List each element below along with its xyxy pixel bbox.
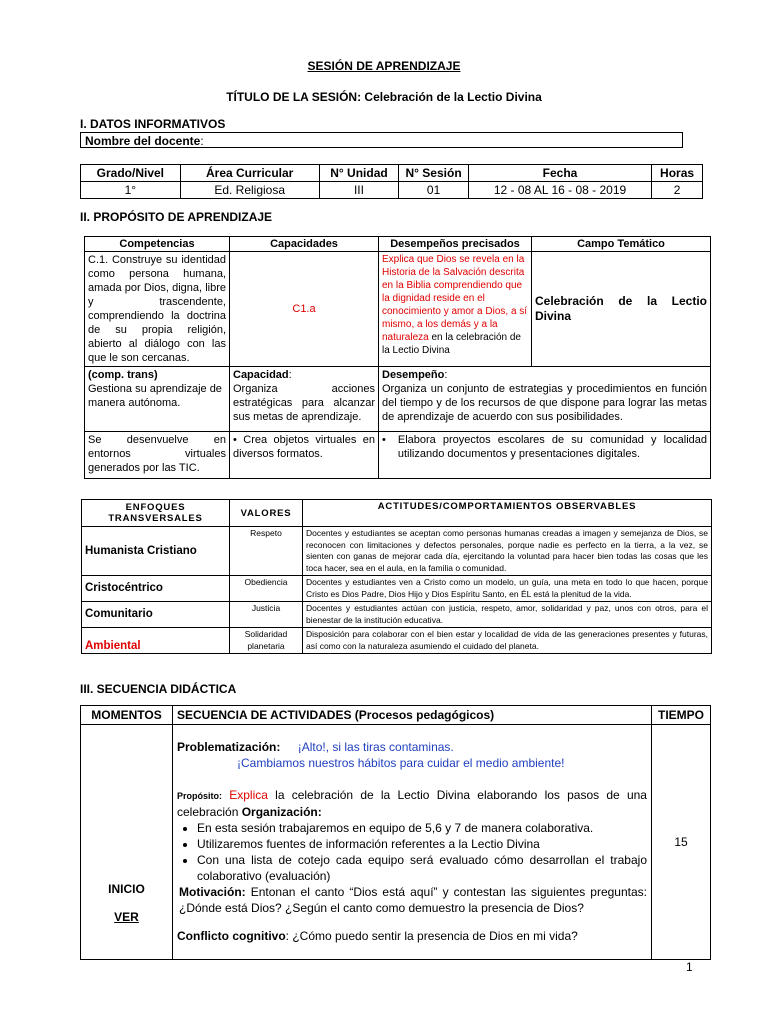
proposito-header-row [85,237,711,252]
section-1-heading: I. DATOS INFORMATIVOS [80,117,226,131]
datos-header-cell: Fecha [468,165,651,182]
enfoque-actitud: Docentes y estudiantes ven a Cristo como un modelo, un guía, una meta en todo lo que hacen, porque Cristo es Dios Padre, Dios Hijo y Dios Espíritu Santo, en ÉL está la plenitud de la vida. [303,576,712,602]
capacidad-cell: C1.a [230,252,379,367]
enfoque-name: Cristocéntrico [82,576,230,602]
secuencia-header-row [81,706,711,725]
capacidad-trans-cell [230,367,379,432]
docente-field [80,132,683,148]
proposito-table [84,236,711,479]
secuencia-header-cell: TIEMPO [652,706,711,725]
secuencia-header-cell: SECUENCIA DE ACTIVIDADES (Procesos pedagógicos) [173,706,652,725]
enfoque-actitud: Docentes y estudiantes actúan con justicia, respeto, amor, solidaridad y paz, unos con otros, para el bienestar de la institución educativa. [303,602,712,628]
enfoque-name: Comunitario [82,602,230,628]
enfoques-header-row [82,500,712,527]
enfoques-header-cell: ENFOQUES TRANSVERSALES [82,500,230,527]
enfoque-name: Ambiental [82,628,230,654]
desempeno-red-text: Explica que Dios se revela en la Historia de la Salvación descrita en la Biblia comprendiendo que la dignidad reside en el conocimiento y amor a Dios, a sí mismo, a los demás y a la naturaleza [382,254,528,343]
enfoque-valor: Solidaridad planetaria [230,628,303,654]
enfoque-actitud: Docentes y estudiantes se aceptan como personas humanas creadas a imagen y semejanza de Dios, se reconocen con limitaciones y defectos personales, porque nadie es perfecto en la tierra, a la vez, se sienten con ganas de mejorar cada día, ejercitando la voluntad para hacer bien todas las cosas que les toca hacer, sea en el aula, en la familia o comunidad. [303,527,712,576]
enfoque-name: Humanista Cristiano [82,527,230,576]
organizacion-label: Organización: [241,805,322,819]
list-item: • Utilizaremos fuentes de información referentes a la Lectio Divina [197,836,647,852]
enfoque-row [82,576,712,602]
session-title-value: Celebración de la Lectio Divina [364,90,542,104]
inicio-row [81,725,711,960]
conflicto-label: Conflicto cognitivo [177,929,286,943]
motivacion-label: Motivación: [179,885,246,899]
motivacion-text: Entonan el canto “Dios está aquí” y contestan las siguientes preguntas: ¿Dónde está Dios? ¿Según el canto como demuestro la presencia de Dios? [179,885,647,915]
proposito-header-cell: Capacidades [230,237,379,252]
enfoque-valor: Justicia [230,602,303,628]
desempeno-trans-cell [379,367,711,432]
datos-header-cell: Grado/Nivel [81,165,181,182]
desempeno-colon: : [444,369,448,381]
problematizacion-label: Problematización: [177,740,281,754]
enfoque-valor: Obediencia [230,576,303,602]
tic-capacidad-cell [230,432,379,479]
organizacion-list [177,820,647,884]
capacidad-trans-text: Organiza acciones estratégicas para alcanzar sus metas de aprendizaje. [233,383,375,423]
document-title: SESIÓN DE APRENDIZAJE [307,59,461,73]
tic-desempeno-text: Elabora proyectos escolares de su comunidad y localidad utilizando documentos y presentaciones digitales. [397,434,707,460]
session-title-label: TÍTULO DE LA SESIÓN: [226,90,362,104]
datos-value-row [81,182,703,199]
datos-value-cell: 1° [81,182,181,199]
desempeno-cell [379,252,532,367]
capacidad-colon: : [288,369,292,381]
session-title [0,90,768,104]
comp-trans-text: Gestiona su aprendizaje de manera autónoma. [88,383,222,409]
page-number: 1 [686,960,693,974]
datos-table [80,164,703,199]
comp-trans-cell [85,367,230,432]
enfoque-actitud: Disposición para colaborar con el bien estar y localidad de vida de las generaciones presentes y futuras, así como con la naturaleza asumiendo el cuidado del planeta. [303,628,712,654]
proposito-row-2 [85,367,711,432]
campo-tematico-cell: Celebración de la Lectio Divina [532,252,711,367]
enfoque-valor: Respeto [230,527,303,576]
proposito-row-1 [85,252,711,367]
conflicto-text: : ¿Cómo puedo sentir la presencia de Dios en mi vida? [285,929,578,943]
enfoque-row [82,628,712,654]
datos-header-cell: N° Unidad [319,165,399,182]
desempeno-label: Desempeño [382,369,445,381]
tic-desempeno-cell [379,432,711,479]
proposito-header-cell: Desempeños precisados [379,237,532,252]
datos-header-cell: Área Curricular [180,165,319,182]
section-2-heading: II. PROPÓSITO DE APRENDIZAJE [80,210,273,224]
capacidad-label: Capacidad [233,369,289,381]
datos-value-cell: 2 [652,182,703,199]
proposito-row-3 [85,432,711,479]
docente-label: Nombre del docente [85,134,201,148]
section-3-heading: III. SECUENCIA DIDÁCTICA [80,682,237,696]
momento-sub-label: VER [114,910,139,924]
datos-value-cell: III [319,182,399,199]
proposito-verb: Explica [229,788,268,802]
competencia-cell: C.1. Construye su identidad como persona humana, amada por Dios, digna, libre y trascendente, comprendiendo la doctrina de su propia religión, abierto al diálogo con las que le son cercanas. [85,252,230,367]
desempeno-trans-text: Organiza un conjunto de estrategias y procedimientos en función del tiempo y de los recursos de que dispone para lograr las metas de aprendizaje de acuerdo con sus posibilidades. [382,383,707,423]
tic-capacidad-text: Crea objetos virtuales en diversos formatos. [233,434,375,460]
comp-trans-label: (comp. trans) [88,369,158,381]
problematizacion-line-1: ¡Alto!, si las tiras contaminas. [297,740,454,754]
enfoque-row [82,527,712,576]
enfoque-row [82,602,712,628]
datos-value-cell: Ed. Religiosa [180,182,319,199]
proposito-text: la celebración de la Lectio Divina elaborando los pasos de una celebración [177,788,647,819]
desempeno-black-text: en la celebración de la Lectio Divina [382,332,521,356]
datos-header-cell: N° Sesión [399,165,469,182]
docente-colon: : [200,134,204,148]
list-item: • Con una lista de cotejo cada equipo será evaluado cómo desarrollan el trabajo colaborativo (evaluación) [197,852,647,884]
datos-header-cell: Horas [652,165,703,182]
proposito-header-cell: Competencias [85,237,230,252]
datos-value-cell: 12 - 08 AL 16 - 08 - 2019 [468,182,651,199]
tic-competencia-cell: Se desenvuelve en entornos virtuales generados por las TIC. [85,432,230,479]
momento-cell [81,725,173,960]
secuencia-header-cell: MOMENTOS [81,706,173,725]
datos-header-row [81,165,703,182]
momento-label: INICIO [108,882,145,896]
bullet-icon: • [382,434,386,446]
bullet-icon: • [233,434,237,446]
list-item: • En esta sesión trabajaremos en equipo de 5,6 y 7 de manera colaborativa. [197,820,647,836]
secuencia-table [80,705,711,960]
enfoques-header-cell: VALORES [230,500,303,527]
enfoques-table [81,499,712,654]
datos-value-cell: 01 [399,182,469,199]
tiempo-cell: 15 [652,725,711,960]
actividades-cell [173,725,652,960]
proposito-label: Propósito: [177,791,222,801]
problematizacion-line-2: ¡Cambiamos nuestros hábitos para cuidar el medio ambiente! [237,756,565,770]
enfoques-header-cell: ACTITUDES/COMPORTAMIENTOS OBSERVABLES [303,500,712,527]
proposito-header-cell: Campo Temático [532,237,711,252]
